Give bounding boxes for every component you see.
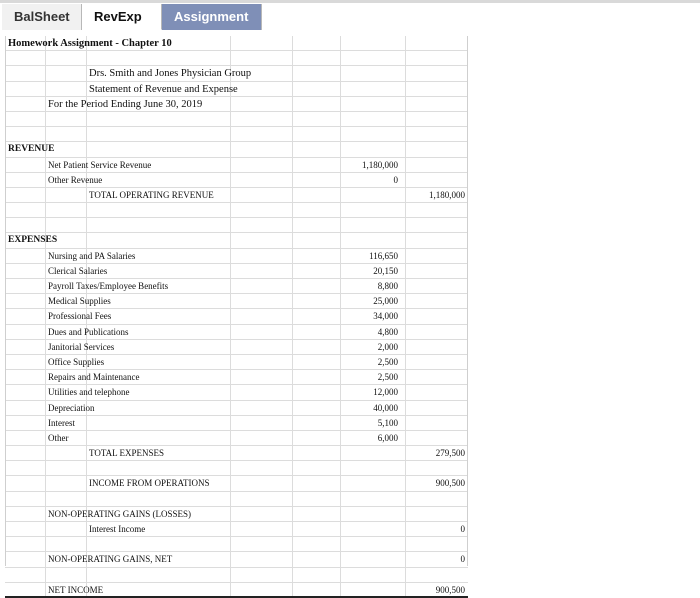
section-row bbox=[5, 142, 468, 157]
grid-line bbox=[230, 446, 231, 460]
grid-line bbox=[292, 97, 293, 111]
grid-line bbox=[340, 188, 341, 202]
grid-line bbox=[230, 370, 231, 384]
grid-line bbox=[405, 294, 406, 308]
grid-line bbox=[340, 568, 341, 582]
org-name[interactable]: Drs. Smith and Jones Physician Group bbox=[89, 68, 252, 80]
section-row bbox=[5, 507, 468, 522]
grid-line bbox=[340, 66, 341, 80]
grid-line bbox=[405, 401, 406, 415]
grid-line bbox=[340, 127, 341, 141]
grid-line bbox=[86, 203, 87, 217]
grid-line bbox=[86, 66, 87, 80]
grid-line bbox=[45, 82, 46, 96]
grid-line bbox=[340, 142, 341, 156]
grid-line bbox=[340, 583, 341, 596]
grid-line bbox=[45, 340, 46, 354]
non-operating-net-amount[interactable]: 0 bbox=[460, 554, 465, 565]
grid-line bbox=[45, 476, 46, 490]
grid-line bbox=[45, 66, 46, 80]
grid-line bbox=[292, 66, 293, 80]
expense-item-label[interactable]: Office Supplies bbox=[48, 356, 105, 367]
grid-line bbox=[45, 203, 46, 217]
grid-line bbox=[405, 492, 406, 506]
expense-row bbox=[5, 370, 468, 385]
expense-row bbox=[5, 401, 468, 416]
expense-item-amount[interactable]: 2,500 bbox=[377, 372, 398, 383]
grid-line bbox=[340, 97, 341, 111]
grid-line bbox=[230, 279, 231, 293]
grid-line bbox=[340, 492, 341, 506]
grid-line bbox=[86, 537, 87, 551]
grid-line bbox=[405, 36, 406, 50]
grid-line bbox=[230, 355, 231, 369]
grid-line bbox=[292, 340, 293, 354]
revenue-row bbox=[5, 158, 468, 173]
grid-line bbox=[86, 218, 87, 232]
grid-line bbox=[405, 142, 406, 156]
grid-line bbox=[230, 416, 231, 430]
grid-line bbox=[405, 203, 406, 217]
total-row bbox=[5, 476, 468, 491]
grid-line bbox=[340, 537, 341, 551]
grid-line bbox=[292, 370, 293, 384]
empty-row bbox=[5, 112, 468, 127]
grid-line bbox=[230, 431, 231, 445]
total-revenue-label[interactable]: TOTAL OPERATING REVENUE bbox=[89, 189, 214, 200]
grid-line bbox=[45, 127, 46, 141]
grid-line bbox=[292, 36, 293, 50]
grid-line bbox=[340, 112, 341, 126]
expense-row bbox=[5, 309, 468, 324]
grid-line bbox=[340, 522, 341, 536]
expense-item-label[interactable]: Other bbox=[48, 432, 69, 443]
total-row bbox=[5, 446, 468, 461]
grid-line bbox=[45, 431, 46, 445]
expense-row bbox=[5, 355, 468, 370]
grid-line bbox=[45, 583, 46, 596]
grid-line bbox=[292, 203, 293, 217]
grid-line bbox=[45, 416, 46, 430]
grid-line bbox=[45, 461, 46, 475]
line-row bbox=[5, 522, 468, 537]
grid-line bbox=[230, 492, 231, 506]
net-income-amount[interactable]: 900,500 bbox=[435, 584, 465, 595]
expense-item-amount[interactable]: 116,650 bbox=[369, 250, 398, 261]
expense-item-amount[interactable]: 5,100 bbox=[377, 417, 398, 428]
grid-line bbox=[45, 279, 46, 293]
spreadsheet-grid[interactable] bbox=[5, 36, 468, 598]
grid-line bbox=[230, 552, 231, 566]
grid-line bbox=[292, 112, 293, 126]
revenue-row bbox=[5, 173, 468, 188]
grid-line bbox=[292, 249, 293, 263]
title-row bbox=[5, 36, 468, 51]
grid-line bbox=[292, 51, 293, 65]
assignment-title[interactable]: Homework Assignment - Chapter 10 bbox=[8, 38, 172, 49]
grid-line bbox=[230, 233, 231, 247]
grid-line bbox=[45, 522, 46, 536]
grid-line bbox=[86, 51, 87, 65]
grid-line bbox=[340, 507, 341, 521]
grid-line bbox=[340, 476, 341, 490]
grid-line bbox=[405, 279, 406, 293]
grid-line bbox=[405, 461, 406, 475]
grid-line bbox=[230, 173, 231, 187]
grid-line bbox=[340, 552, 341, 566]
grid-line bbox=[230, 142, 231, 156]
grid-line bbox=[45, 401, 46, 415]
grid-line bbox=[340, 51, 341, 65]
expense-item-amount[interactable]: 4,800 bbox=[377, 326, 398, 337]
grid-line bbox=[340, 218, 341, 232]
expense-item-label[interactable]: Medical Supplies bbox=[48, 296, 111, 307]
grid-line bbox=[405, 355, 406, 369]
header-row bbox=[5, 82, 468, 97]
grid-line bbox=[292, 507, 293, 521]
tab-assignment[interactable]: Assignment bbox=[162, 4, 262, 30]
grid-line bbox=[292, 476, 293, 490]
grid-line bbox=[230, 294, 231, 308]
grid-line bbox=[405, 218, 406, 232]
grid-line bbox=[405, 97, 406, 111]
expense-row bbox=[5, 264, 468, 279]
revenue-item-amount[interactable]: 1,180,000 bbox=[362, 159, 398, 170]
interest-income-amount[interactable]: 0 bbox=[460, 524, 465, 534]
grid-line bbox=[230, 158, 231, 172]
total-revenue-amount[interactable]: 1,180,000 bbox=[429, 189, 465, 200]
grid-line bbox=[45, 355, 46, 369]
grid-line bbox=[230, 583, 231, 596]
grid-line bbox=[405, 127, 406, 141]
grid-line bbox=[230, 97, 231, 111]
grid-line bbox=[86, 568, 87, 582]
expense-item-label[interactable]: Janitorial Services bbox=[48, 341, 115, 352]
grid-line bbox=[292, 431, 293, 445]
grid-line bbox=[230, 309, 231, 323]
grid-line bbox=[230, 401, 231, 415]
grid-line bbox=[405, 264, 406, 278]
grid-line bbox=[340, 82, 341, 96]
period-text[interactable]: For the Period Ending June 30, 2019 bbox=[48, 98, 203, 110]
expense-item-amount[interactable]: 2,000 bbox=[377, 341, 398, 352]
section-row bbox=[5, 233, 468, 248]
grid-line bbox=[86, 431, 87, 445]
total-row bbox=[5, 188, 468, 203]
grid-line bbox=[86, 461, 87, 475]
grid-line bbox=[230, 112, 231, 126]
grid-line bbox=[292, 416, 293, 430]
net-income-label[interactable]: NET INCOME bbox=[48, 584, 104, 595]
grid-line bbox=[292, 583, 293, 596]
grid-line bbox=[86, 492, 87, 506]
expense-item-amount[interactable]: 12,000 bbox=[373, 387, 398, 398]
grid-line bbox=[340, 233, 341, 247]
grid-line bbox=[292, 537, 293, 551]
grid-line bbox=[292, 158, 293, 172]
grid-line bbox=[230, 476, 231, 490]
grid-line bbox=[45, 173, 46, 187]
grid-line bbox=[45, 112, 46, 126]
grid-line bbox=[292, 279, 293, 293]
grid-line bbox=[230, 537, 231, 551]
empty-row bbox=[5, 51, 468, 66]
grid-line bbox=[292, 188, 293, 202]
grid-line bbox=[45, 158, 46, 172]
grid-line bbox=[405, 340, 406, 354]
grid-line bbox=[230, 249, 231, 263]
grid-line bbox=[405, 158, 406, 172]
grid-line bbox=[230, 127, 231, 141]
grid-line bbox=[230, 51, 231, 65]
grid-line bbox=[292, 385, 293, 399]
grid-line bbox=[230, 203, 231, 217]
grid-line bbox=[86, 188, 87, 202]
grid-line bbox=[292, 233, 293, 247]
expense-item-label[interactable]: Depreciation bbox=[48, 402, 95, 413]
grid-line bbox=[405, 66, 406, 80]
grid-line bbox=[230, 264, 231, 278]
grid-line bbox=[292, 309, 293, 323]
grid-line bbox=[405, 249, 406, 263]
grid-line bbox=[86, 416, 87, 430]
revenue-item-amount[interactable]: 0 bbox=[393, 174, 398, 185]
grid-line bbox=[45, 97, 46, 111]
grid-line bbox=[45, 309, 46, 323]
grid-line bbox=[230, 385, 231, 399]
tab-balsheet[interactable]: BalSheet bbox=[2, 4, 82, 30]
expense-row bbox=[5, 249, 468, 264]
grid-line bbox=[405, 325, 406, 339]
grid-line bbox=[45, 294, 46, 308]
grid-line bbox=[292, 568, 293, 582]
grid-line bbox=[86, 233, 87, 247]
grid-line bbox=[405, 309, 406, 323]
grid-line bbox=[292, 446, 293, 460]
grid-line bbox=[292, 552, 293, 566]
grid-line bbox=[340, 203, 341, 217]
expense-item-label[interactable]: Interest bbox=[48, 417, 75, 428]
grid-line bbox=[230, 36, 231, 50]
total-expenses-label[interactable]: TOTAL EXPENSES bbox=[89, 448, 165, 459]
grid-line bbox=[292, 142, 293, 156]
grid-line bbox=[45, 507, 46, 521]
grid-line bbox=[340, 446, 341, 460]
revenue-heading[interactable]: REVENUE bbox=[8, 144, 55, 155]
grid-line bbox=[45, 370, 46, 384]
grid-line bbox=[230, 568, 231, 582]
grid-line bbox=[405, 568, 406, 582]
grid-line bbox=[86, 82, 87, 96]
grid-line bbox=[45, 446, 46, 460]
expense-item-amount[interactable]: 6,000 bbox=[377, 432, 398, 443]
expense-item-label[interactable]: Nursing and PA Salaries bbox=[48, 250, 136, 261]
grid-line bbox=[86, 127, 87, 141]
grid-line bbox=[45, 537, 46, 551]
non-operating-net-label[interactable]: NON-OPERATING GAINS, NET bbox=[48, 554, 173, 565]
header-row bbox=[5, 66, 468, 81]
total-row bbox=[5, 552, 468, 567]
grid-line bbox=[45, 249, 46, 263]
expense-item-label[interactable]: Clerical Salaries bbox=[48, 265, 108, 276]
grid-line bbox=[45, 568, 46, 582]
grid-line bbox=[405, 370, 406, 384]
grid-line bbox=[230, 218, 231, 232]
empty-row bbox=[5, 203, 468, 218]
grid-line bbox=[45, 552, 46, 566]
grid-line bbox=[86, 446, 87, 460]
expense-item-label[interactable]: Professional Fees bbox=[48, 311, 112, 322]
grid-line bbox=[292, 218, 293, 232]
income-from-operations-label[interactable]: INCOME FROM OPERATIONS bbox=[89, 478, 210, 489]
grid-line bbox=[405, 416, 406, 430]
grid-line bbox=[405, 507, 406, 521]
empty-row bbox=[5, 461, 468, 476]
grid-line bbox=[292, 492, 293, 506]
statement-name[interactable]: Statement of Revenue and Expense bbox=[89, 83, 238, 95]
grid-line bbox=[405, 537, 406, 551]
expense-item-label[interactable]: Utilities and telephone bbox=[48, 387, 130, 398]
grid-line bbox=[292, 127, 293, 141]
expense-item-label[interactable]: Dues and Publications bbox=[48, 326, 129, 337]
revenue-item-label[interactable]: Net Patient Service Revenue bbox=[48, 159, 152, 170]
income-from-operations-amount[interactable]: 900,500 bbox=[435, 478, 465, 489]
grid-line bbox=[292, 264, 293, 278]
grid-line bbox=[45, 492, 46, 506]
expense-row bbox=[5, 325, 468, 340]
grid-line bbox=[86, 476, 87, 490]
grid-line bbox=[340, 36, 341, 50]
grid-line bbox=[86, 522, 87, 536]
expense-row bbox=[5, 431, 468, 446]
expense-item-amount[interactable]: 8,800 bbox=[377, 281, 398, 291]
expense-item-amount[interactable]: 2,500 bbox=[377, 356, 398, 367]
window-top-border bbox=[0, 0, 700, 3]
grid-line bbox=[45, 385, 46, 399]
grid-line bbox=[45, 188, 46, 202]
expense-item-amount[interactable]: 25,000 bbox=[373, 296, 398, 307]
grid-line bbox=[86, 142, 87, 156]
expense-row bbox=[5, 385, 468, 400]
expense-row bbox=[5, 340, 468, 355]
expense-row bbox=[5, 294, 468, 309]
grid-line bbox=[230, 461, 231, 475]
grid-line bbox=[45, 264, 46, 278]
grid-line bbox=[405, 233, 406, 247]
grid-line bbox=[405, 51, 406, 65]
header-row bbox=[5, 97, 468, 112]
expense-item-amount[interactable]: 34,000 bbox=[373, 311, 398, 322]
interest-income-label[interactable]: Interest Income bbox=[89, 524, 146, 534]
grid-line bbox=[45, 325, 46, 339]
empty-row bbox=[5, 537, 468, 552]
total-expenses-amount[interactable]: 279,500 bbox=[435, 448, 465, 459]
grid-line bbox=[292, 401, 293, 415]
grid-line bbox=[230, 188, 231, 202]
grid-line bbox=[292, 325, 293, 339]
expense-row bbox=[5, 416, 468, 431]
empty-row bbox=[5, 492, 468, 507]
grid-line bbox=[292, 461, 293, 475]
expense-item-amount[interactable]: 40,000 bbox=[373, 402, 398, 413]
grid-line bbox=[405, 385, 406, 399]
expense-item-amount[interactable]: 20,150 bbox=[373, 265, 398, 276]
grid-line bbox=[230, 340, 231, 354]
expense-item-label[interactable]: Payroll Taxes/Employee Benefits bbox=[48, 281, 169, 291]
grid-line bbox=[45, 218, 46, 232]
sheet-tab-bar bbox=[2, 4, 262, 30]
grid-line bbox=[340, 461, 341, 475]
empty-row bbox=[5, 127, 468, 142]
net-income-row bbox=[5, 583, 468, 598]
grid-line bbox=[292, 522, 293, 536]
grid-line bbox=[230, 507, 231, 521]
grid-line bbox=[230, 325, 231, 339]
revenue-item-label[interactable]: Other Revenue bbox=[48, 174, 103, 185]
grid-line bbox=[292, 294, 293, 308]
grid-line bbox=[405, 431, 406, 445]
grid-line bbox=[230, 522, 231, 536]
grid-line bbox=[292, 355, 293, 369]
grid-line bbox=[86, 112, 87, 126]
expenses-heading[interactable]: EXPENSES bbox=[8, 235, 58, 246]
grid-line bbox=[292, 173, 293, 187]
expense-item-label[interactable]: Repairs and Maintenance bbox=[48, 372, 140, 383]
empty-row bbox=[5, 218, 468, 233]
grid-line bbox=[405, 112, 406, 126]
grid-line bbox=[405, 82, 406, 96]
expense-row bbox=[5, 279, 468, 294]
empty-row bbox=[5, 568, 468, 583]
grid-line bbox=[45, 51, 46, 65]
grid-line bbox=[292, 82, 293, 96]
non-operating-heading[interactable]: NON-OPERATING GAINS (LOSSES) bbox=[48, 508, 192, 519]
tab-revexp[interactable]: RevExp bbox=[82, 4, 162, 30]
grid-line bbox=[405, 173, 406, 187]
